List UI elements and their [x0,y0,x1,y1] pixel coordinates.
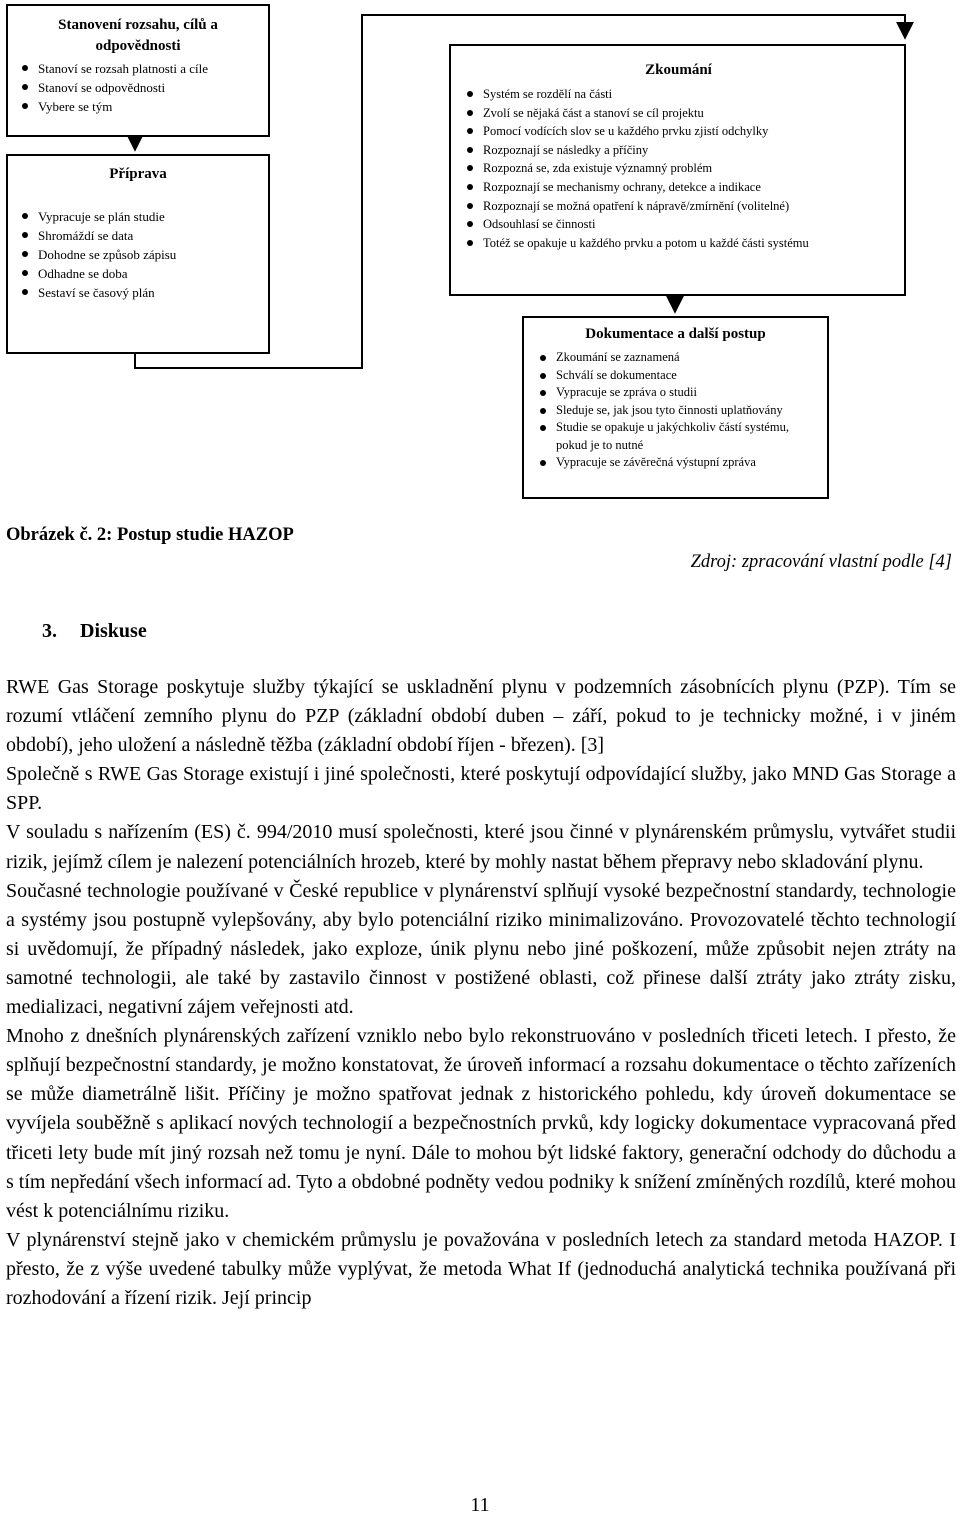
scope-title: Stanovení rozsahu, cílů a odpovědnosti [58,17,218,54]
list-item: Odsouhlasí se činnosti [461,215,896,234]
paragraph: Mnoho z dnešních plynárenských zařízení vzniklo nebo bylo rekonstruováno v posledních třiceti letech. I přesto, že splňují bezpečnostní standardy, je možno konstatovat, že úroveň informací a rozsahu dokumentace o těchto zařízeních se může diametrálně lišit. Příčiny je možno spatřovat jednak z historického pohledu, kdy úroveň dokumentace se vyvíjela souběžně s aplikací nových technologií a bezpečnostních prvků, kdy logicky dokumentace vypracovaná před třiceti lety bude mít jiný rozsah než tomu je nyní. Dále to mohou být lidské faktory, generační odchody do důchodu a s tím nepředání všech informací ad. Tyto a obdobné podněty vedou podniky k snížení zmíněných rozdílů, které mohou vést k potenciálnímu riziku. [6,1025,956,1222]
exam-list [461,85,896,252]
list-item: Schválí se dokumentace [534,367,796,385]
list-item: Shromáždí se data [16,226,260,245]
figure-caption: Obrázek č. 2: Postup studie HAZOP [6,525,294,545]
list-item: Dohodne se způsob zápisu [16,245,260,264]
paragraph: Současné technologie používané v České republice v plynárenství splňují vysoké bezpečnostní standardy, technologie a systémy jsou postupně vylepšovány, aby bylo potenciální riziko minimalizováno. Provozovatelé těchto technologií si uvědomují, že případný následek, jako exploze, únik plynu nebo jiné poškození, může způsobit nejen ztráty na samotné technologii, ale také by zastavilo činnost v postižené oblasti, což přinese další ztráty jako ztráty zisku, medializaci, negativní zájem veřejnosti atd. [6,879,956,1019]
list-item: Zvolí se nějaká část a stanoví se cíl projektu [461,104,896,123]
prep-list [16,207,260,302]
list-item: Sleduje se, jak jsou tyto činnosti uplatňovány [534,402,796,420]
paragraph: Společně s RWE Gas Storage existují i jiné společnosti, které poskytují odpovídající služby, jako MND Gas Storage a SPP. [6,763,956,815]
doc-title: Dokumentace a další postup [585,326,766,342]
doc-box [522,316,829,499]
list-item: Rozpoznají se následky a příčiny [461,141,896,160]
prep-box [6,154,270,354]
list-item: Vybere se tým [16,97,260,116]
list-item: Totéž se opakuje u každého prvku a potom u každé části systému [461,234,853,253]
list-item: Rozpozná se, zda existuje významný problém [461,159,896,178]
list-item: Rozpoznají se možná opatření k nápravě/zmírnění (volitelné) [461,197,896,216]
list-item: Systém se rozdělí na části [461,85,896,104]
body-text [6,673,956,1313]
list-item: Odhadne se doba [16,264,260,283]
paragraph: V plynárenství stejně jako v chemickém průmyslu je považována v posledních letech za standard metoda HAZOP. I přesto, že z výše uvedené tabulky může vyplývat, že metoda What If (jednoduchá analytická technika používaná při rozhodování a řízení rizik. Její princip [6,1228,956,1309]
exam-box [449,44,906,296]
exam-title: Zkoumání [645,62,712,78]
page-number: 11 [470,1494,490,1516]
list-item: Vypracuje se zpráva o studii [534,384,796,402]
list-item: Stanoví se rozsah platnosti a cíle [16,59,260,78]
figure-source: Zdroj: zpracování vlastní podle [4] [690,552,952,572]
scope-box [6,4,270,137]
prep-title: Příprava [109,166,167,182]
paragraph: RWE Gas Storage poskytuje služby týkající se uskladnění plynu v podzemních zásobnících plynu (PZP). Tím se rozumí vtláčení zemního plynu do PZP (základní období duben – září, pokud to je technicky možné, i v jiném období), jeho uložení a následně těžba (základní období říjen - březen). [3] [6,676,956,757]
list-item: Vypracuje se závěrečná výstupní zpráva [534,454,796,472]
paragraph: V souladu s nařízením (ES) č. 994/2010 musí společnosti, které jsou činné v plynárenském průmyslu, vytvářet studii rizik, jejímž cílem je nalezení potenciálních hrozeb, které by mohly nastat během přepravy nebo skladování plynu. [6,821,956,873]
list-item: Zkoumání se zaznamená [534,349,796,367]
doc-list [534,349,796,472]
section-title: Diskuse [80,620,147,642]
section-number: 3. [42,620,57,642]
list-item: Rozpoznají se mechanismy ochrany, detekce a indikace [461,178,896,197]
list-item: Stanoví se odpovědnosti [16,78,260,97]
scope-list [16,59,260,116]
list-item: Studie se opakuje u jakýchkoliv částí systému, pokud je to nutné [534,419,796,454]
list-item: Pomocí vodících slov se u každého prvku zjistí odchylky [461,122,896,141]
list-item: Vypracuje se plán studie [16,207,260,226]
list-item: Sestaví se časový plán [16,283,260,302]
